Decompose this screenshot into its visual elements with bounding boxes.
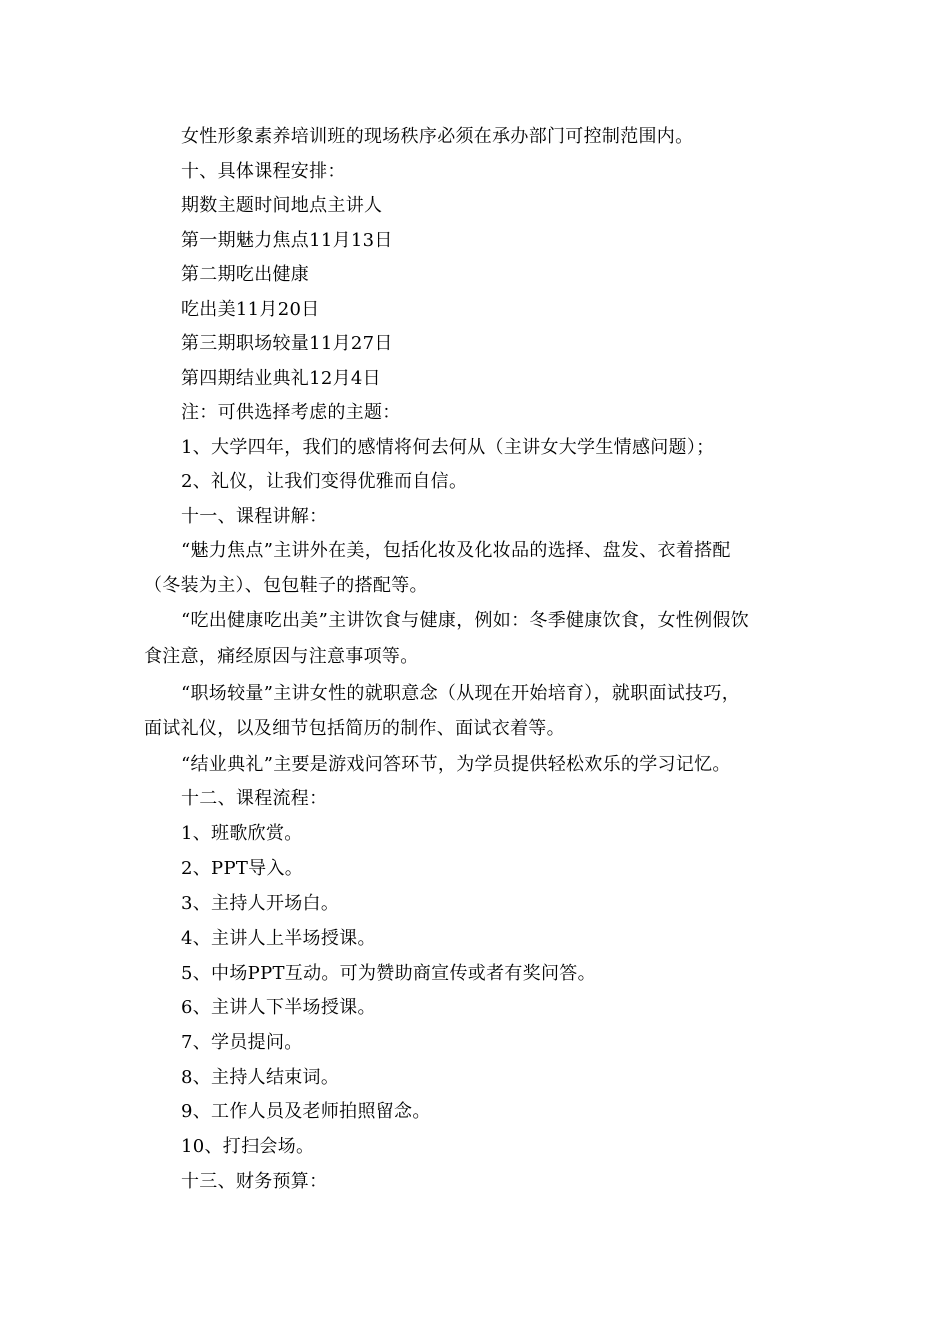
paragraph-line: 吃出美11月20日 xyxy=(181,299,320,320)
list-item: 1、班歌欣赏。 xyxy=(181,823,303,844)
section-heading: 十三、财务预算： xyxy=(181,1171,328,1192)
paragraph-line: 2、礼仪，让我们变得优雅而自信。 xyxy=(181,471,468,492)
paragraph-line: “魅力焦点”主讲外在美，包括化妆及化妆品的选择、盘发、衣着搭配 xyxy=(181,540,731,561)
list-item: 5、中场PPT互动。可为赞助商宣传或者有奖问答。 xyxy=(181,963,596,984)
paragraph-line: “结业典礼”主要是游戏问答环节，为学员提供轻松欢乐的学习记忆。 xyxy=(181,754,731,775)
section-heading: 十二、课程流程： xyxy=(181,788,328,809)
list-item: 6、主讲人下半场授课。 xyxy=(181,997,376,1018)
section-heading: 十、具体课程安排： xyxy=(181,161,346,182)
paragraph-line: 第二期吃出健康 xyxy=(181,264,310,285)
paragraph-line: “吃出健康吃出美”主讲饮食与健康，例如：冬季健康饮食，女性例假饮 xyxy=(181,610,750,631)
paragraph-line: 第一期魅力焦点11月13日 xyxy=(181,230,393,251)
list-item: 9、工作人员及老师拍照留念。 xyxy=(181,1101,431,1122)
list-item: 7、学员提问。 xyxy=(181,1032,303,1053)
list-item: 4、主讲人上半场授课。 xyxy=(181,928,376,949)
list-item: 2、PPT导入。 xyxy=(181,858,304,879)
paragraph-line: 第四期结业典礼12月4日 xyxy=(181,368,381,389)
paragraph-line: （冬装为主）、包包鞋子的搭配等。 xyxy=(144,575,428,596)
list-item: 10、打扫会场。 xyxy=(181,1136,315,1157)
paragraph-line: “职场较量”主讲女性的就职意念（从现在开始培育），就职面试技巧， xyxy=(181,683,741,704)
list-item: 3、主持人开场白。 xyxy=(181,893,340,914)
section-heading: 十一、课程讲解： xyxy=(181,506,328,527)
list-item: 8、主持人结束词。 xyxy=(181,1067,340,1088)
paragraph-line: 期数主题时间地点主讲人 xyxy=(181,195,383,216)
paragraph-line: 1、大学四年，我们的感情将何去何从（主讲女大学生情感问题）； xyxy=(181,437,715,458)
paragraph-line: 食注意，痛经原因与注意事项等。 xyxy=(144,646,419,667)
paragraph-line: 女性形象素养培训班的现场秩序必须在承办部门可控制范围内。 xyxy=(181,126,694,147)
paragraph-line: 注：可供选择考虑的主题： xyxy=(181,402,401,423)
paragraph-line: 第三期职场较量11月27日 xyxy=(181,333,393,354)
paragraph-line: 面试礼仪，以及细节包括简历的制作、面试衣着等。 xyxy=(144,718,565,739)
